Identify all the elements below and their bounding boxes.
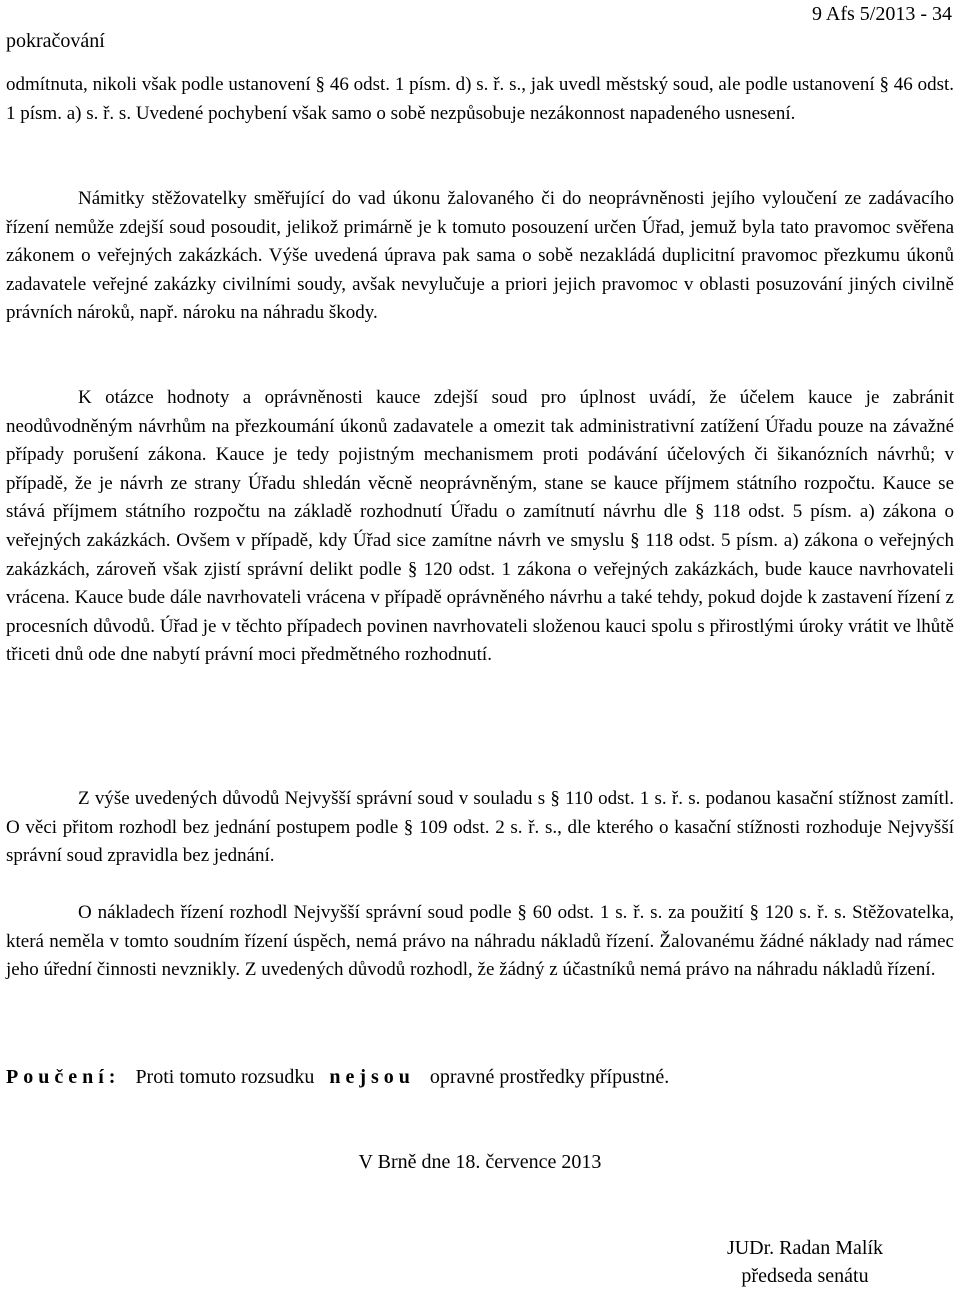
paragraph-4: [6, 785, 954, 871]
instruction-emphasis: nejsou: [329, 1066, 415, 1088]
paragraph-3: [6, 384, 954, 670]
paragraph-2: [6, 185, 954, 328]
instruction-text-after: opravné prostředky přípustné.: [429, 1066, 670, 1088]
instruction-label: Poučení:: [6, 1066, 121, 1088]
signatory-role: předseda senátu: [741, 1265, 869, 1287]
place-and-date: V Brně dne 18. července 2013: [358, 1151, 602, 1173]
instruction-text-before: Proti tomuto rozsudku: [135, 1066, 315, 1088]
signatory-name: JUDr. Radan Malík: [726, 1237, 884, 1259]
paragraph-1: [6, 71, 954, 128]
paragraph-1-text: odmítnuta, nikoli však podle ustanovení § 46 odst. 1 písm. d) s. ř. s., jak uvedl městský soud, ale podle ustanovení § 46 odst. 1 písm. a) s. ř. s. Uvedené pochybení však samo o sobě nezpůsobuje nezákonnost napadeného usnesení.: [6, 74, 954, 124]
legal-instruction: [6, 1066, 669, 1089]
paragraph-2-text: Námitky stěžovatelky směřující do vad úkonu žalovaného či do neoprávněnosti jejího vyloučení ze zadávacího řízení nemůže zdejší soud posoudit, jelikož primárně je k tomuto posouzení určen Úřad, jemuž byla tato pravomoc svěřena zákonem o veřejných zakázkách. Výše uvedená úprava pak sama o sobě nezakládá duplicitní pravomoc přezkumu úkonů zadavatele veřejné zakázky civilními soudy, avšak nevylučuje a priori jejich pravomoc v oblasti posuzování jiných civilně právních nároků, např. nároku na náhradu škody.: [6, 188, 954, 324]
case-number: 9 Afs 5/2013 - 34: [812, 3, 952, 25]
paragraph-5-text: O nákladech řízení rozhodl Nejvyšší správní soud podle § 60 odst. 1 s. ř. s. za použití § 120 s. ř. s. Stěžovatelka, která neměla v tomto soudním řízení úspěch, nemá právo na náhradu nákladů řízení. Žalovanému žádné náklady nad rámec jeho úřední činnosti nevznikly. Z uvedených důvodů rozhodl, že žádný z účastníků nemá právo na náhradu nákladů řízení.: [6, 902, 954, 981]
paragraph-3-text: K otázce hodnoty a oprávněnosti kauce zdejší soud pro úplnost uvádí, že účelem kauce je zabránit neodůvodněným návrhům na přezkoumání úkonů zadavatele a omezit tak administrativní zatížení Úřadu pouze na závažné případy porušení zákona. Kauce je tedy pojistným mechanismem proti podávání účelových či šikanózních návrhů; v případě, že je návrh ze strany Úřadu shledán věcně neoprávněným, stane se kauce příjmem státního rozpočtu. Kauce se stává příjmem státního rozpočtu na základě rozhodnutí Úřadu o zamítnutí návrhu dle § 118 odst. 5 písm. a) zákona o veřejných zakázkách. Ovšem v případě, kdy Úřad sice zamítne návrh ve smyslu § 118 odst. 5 písm. a) zákona o veřejných zakázkách, zároveň však zjistí správní delikt podle § 120 odst. 1 zákona o veřejných zakázkách, bude kauce navrhovateli vrácena. Kauce bude dále navrhovateli vrácena v případě oprávněného návrhu a také tehdy, pokud dojde k zastavení řízení z procesních důvodů. Úřad je v těchto případech povinen navrhovateli složenou kauci spolu s přirostlými úroky vrátit ve lhůtě třiceti dnů ode dne nabytí právní moci předmětného rozhodnutí.: [6, 387, 954, 666]
continuation-label: pokračování: [6, 30, 105, 52]
paragraph-5: [6, 899, 954, 985]
paragraph-4-text: Z výše uvedených důvodů Nejvyšší správní soud v souladu s § 110 odst. 1 s. ř. s. podanou kasační stížnost zamítl. O věci přitom rozhodl bez jednání postupem podle § 109 odst. 2 s. ř. s., dle kterého o kasační stížnosti rozhoduje Nejvyšší správní soud zpravidla bez jednání.: [6, 788, 954, 867]
